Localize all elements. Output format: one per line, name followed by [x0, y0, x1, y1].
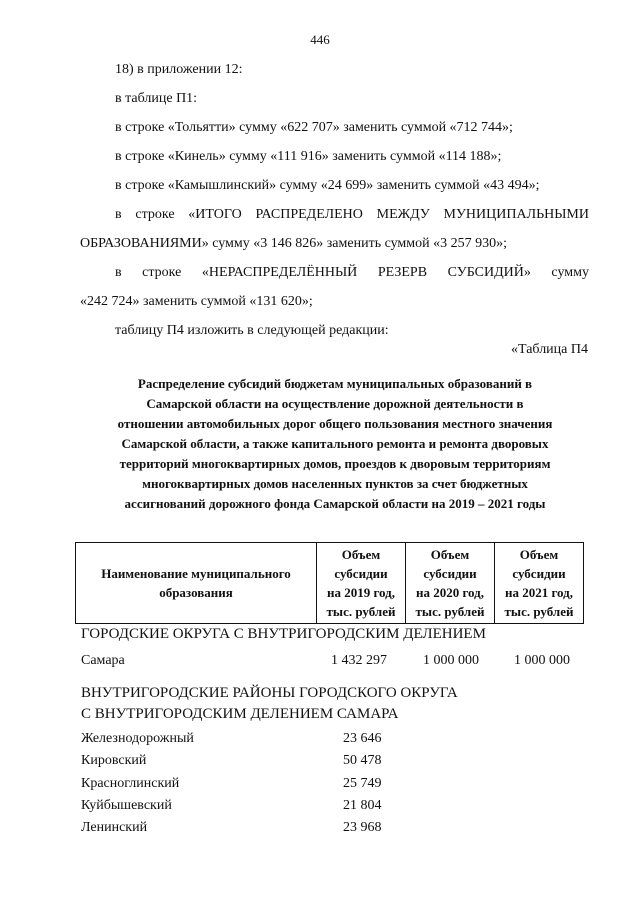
header-line: на 2019 год,: [326, 585, 396, 600]
header-2019: [317, 543, 406, 624]
page-number: 446: [310, 32, 330, 47]
title-line: многоквартирных домов населенных пунктов за счет бюджетных: [142, 476, 528, 491]
row-name: Куйбышевский: [81, 798, 172, 813]
header-line: субсидии: [423, 566, 477, 581]
item-18: 18) в приложении 12:: [115, 62, 243, 77]
title-line: ассигнований дорожного фонда Самарской области на 2019 – 2021 годы: [124, 496, 546, 511]
row-name: Красноглинский: [81, 776, 180, 791]
title-line: Самарской области, а также капитального ремонта и ремонта дворовых: [121, 436, 549, 451]
row-value-2019: 23 646: [343, 731, 382, 746]
row-name: Самара: [81, 653, 125, 668]
section-line: ВНУТРИГОРОДСКИЕ РАЙОНЫ ГОРОДСКОГО ОКРУГА: [81, 685, 458, 701]
header-name-line: Наименование муниципального: [101, 566, 291, 581]
header-line: субсидии: [512, 566, 566, 581]
header-line: на 2021 год,: [504, 585, 574, 600]
title-line: территорий многоквартирных домов, проездов к дворовым территориям: [119, 456, 551, 471]
in-table-p1: в таблице П1:: [115, 91, 198, 106]
p4-intro: таблицу П4 изложить в следующей редакции:: [115, 323, 389, 338]
header-line: тыс. рублей: [504, 604, 574, 619]
header-line: Объем: [519, 547, 559, 562]
table-title: [80, 374, 590, 514]
row-tolyatti-instruction: в строке «Тольятти» сумму «622 707» заменить суммой «712 744»;: [115, 120, 513, 135]
section-intracity-districts: [81, 683, 458, 725]
row-value-2019: 50 478: [343, 753, 382, 768]
section-city-districts: ГОРОДСКИЕ ОКРУГА С ВНУТРИГОРОДСКИМ ДЕЛЕНИЕМ: [81, 626, 486, 642]
reserve-instruction-line2: «242 724» заменить суммой «131 620»;: [80, 294, 313, 309]
row-kamyshla-instruction: в строке «Камышлинский» сумму «24 699» заменить суммой «43 494»;: [115, 178, 540, 193]
total-instruction-line1: в строке «ИТОГО РАСПРЕДЕЛЕНО МЕЖДУ МУНИЦИПАЛЬНЫМИ: [115, 207, 589, 222]
row-value-2019: 23 968: [343, 820, 382, 835]
header-name-line: образования: [159, 585, 233, 600]
reserve-instruction-line1: в строке «НЕРАСПРЕДЕЛЁННЫЙ РЕЗЕРВ СУБСИДИЙ» сумму: [115, 265, 589, 280]
table-label: «Таблица П4: [511, 342, 588, 357]
title-line: Распределение субсидий бюджетам муниципальных образований в: [137, 376, 533, 391]
row-value-2019: 1 432 297: [331, 653, 387, 668]
header-line: на 2020 год,: [415, 585, 485, 600]
row-value-2020: 1 000 000: [423, 653, 479, 668]
row-name: Ленинский: [81, 820, 148, 835]
subsidy-table-header: [75, 542, 584, 624]
row-value-2021: 1 000 000: [514, 653, 570, 668]
header-line: Объем: [341, 547, 381, 562]
title-line: отношении автомобильных дорог общего пользования местного значения: [117, 416, 553, 431]
title-line: Самарской области на осуществление дорожной деятельности в: [146, 396, 524, 411]
header-line: Объем: [430, 547, 470, 562]
header-line: субсидии: [334, 566, 388, 581]
row-kinel-instruction: в строке «Кинель» сумму «111 916» заменить суммой «114 188»;: [115, 149, 502, 164]
total-instruction-line2: ОБРАЗОВАНИЯМИ» сумму «3 146 826» заменить суммой «3 257 930»;: [80, 236, 508, 251]
header-line: тыс. рублей: [326, 604, 396, 619]
row-value-2019: 25 749: [343, 776, 382, 791]
header-name: [76, 543, 317, 624]
header-line: тыс. рублей: [415, 604, 485, 619]
header-2021: [495, 543, 584, 624]
section-line: С ВНУТРИГОРОДСКИМ ДЕЛЕНИЕМ САМАРА: [81, 706, 399, 722]
header-2020: [406, 543, 495, 624]
row-name: Кировский: [81, 753, 147, 768]
row-value-2019: 21 804: [343, 798, 382, 813]
row-name: Железнодорожный: [81, 731, 194, 746]
